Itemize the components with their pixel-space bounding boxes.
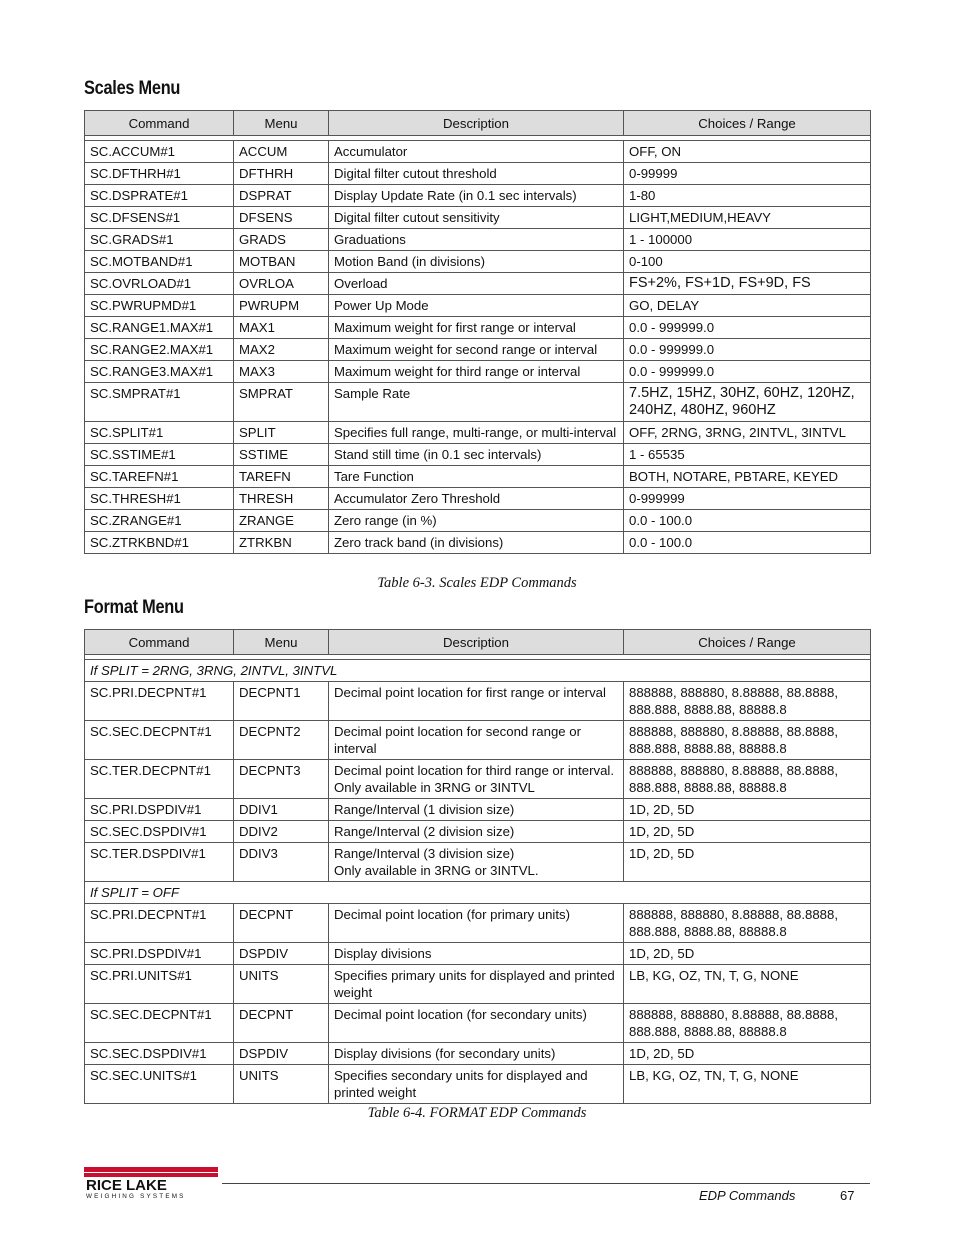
command-cell: SC.PRI.DECPNT#1 xyxy=(85,904,234,943)
choices-cell: GO, DELAY xyxy=(624,295,871,317)
command-cell: SC.PWRUPMD#1 xyxy=(85,295,234,317)
menu-cell: GRADS xyxy=(234,229,329,251)
description-cell: Decimal point location for third range or interval. Only available in 3RNG or 3INTVL xyxy=(329,760,624,799)
menu-cell: MOTBAN xyxy=(234,251,329,273)
command-cell: SC.TER.DSPDIV#1 xyxy=(85,843,234,882)
command-cell: SC.SEC.DSPDIV#1 xyxy=(85,821,234,843)
choices-cell: 888888, 888880, 8.88888, 88.8888, 888.888, 8888.88, 88888.8 xyxy=(624,721,871,760)
choices-cell: 0-99999 xyxy=(624,163,871,185)
command-cell: SC.DFSENS#1 xyxy=(85,207,234,229)
table-row xyxy=(85,185,871,207)
table-row xyxy=(85,510,871,532)
description-cell: Decimal point location (for secondary units) xyxy=(329,1004,624,1043)
choices-cell: 1D, 2D, 5D xyxy=(624,821,871,843)
choices-cell: 888888, 888880, 8.88888, 88.8888, 888.888, 8888.88, 88888.8 xyxy=(624,682,871,721)
column-header: Choices / Range xyxy=(624,630,871,655)
logo-text: RICE LAKE xyxy=(86,1177,167,1194)
description-cell: Sample Rate xyxy=(329,383,624,422)
menu-cell: ZRANGE xyxy=(234,510,329,532)
table-row xyxy=(85,488,871,510)
table-row xyxy=(85,163,871,185)
menu-cell: DFSENS xyxy=(234,207,329,229)
description-cell: Overload xyxy=(329,273,624,295)
rice-lake-logo xyxy=(84,1167,218,1201)
command-cell: SC.SEC.DECPNT#1 xyxy=(85,721,234,760)
command-cell: SC.PRI.DECPNT#1 xyxy=(85,682,234,721)
rice-lake-logo-icon xyxy=(84,1167,218,1201)
choices-cell: 0-999999 xyxy=(624,488,871,510)
column-header: Description xyxy=(329,630,624,655)
description-cell: Decimal point location for first range or interval xyxy=(329,682,624,721)
description-cell: Stand still time (in 0.1 sec intervals) xyxy=(329,444,624,466)
description-cell: Decimal point location for second range or interval xyxy=(329,721,624,760)
menu-cell: DECPNT3 xyxy=(234,760,329,799)
description-cell: Digital filter cutout sensitivity xyxy=(329,207,624,229)
description-cell: Specifies secondary units for displayed and printed weight xyxy=(329,1065,624,1104)
menu-cell: DECPNT xyxy=(234,904,329,943)
table-row xyxy=(85,1065,871,1104)
section-label: If SPLIT = OFF xyxy=(85,882,871,904)
format-edp-table xyxy=(84,629,871,1104)
description-cell: Specifies full range, multi-range, or multi-interval xyxy=(329,422,624,444)
menu-cell: DECPNT2 xyxy=(234,721,329,760)
table-header-row xyxy=(85,630,871,655)
choices-cell: 1 - 100000 xyxy=(624,229,871,251)
scales-edp-table xyxy=(84,110,871,554)
choices-cell: 0.0 - 100.0 xyxy=(624,510,871,532)
column-header: Choices / Range xyxy=(624,111,871,136)
description-cell: Display divisions (for secondary units) xyxy=(329,1043,624,1065)
section-row xyxy=(85,882,871,904)
scales-menu-heading: Scales Menu xyxy=(84,78,181,99)
column-header: Description xyxy=(329,111,624,136)
menu-cell: DSPDIV xyxy=(234,1043,329,1065)
command-cell: SC.PRI.UNITS#1 xyxy=(85,965,234,1004)
table-row xyxy=(85,141,871,163)
command-cell: SC.PRI.DSPDIV#1 xyxy=(85,943,234,965)
choices-cell: 1D, 2D, 5D xyxy=(624,843,871,882)
menu-cell: SPLIT xyxy=(234,422,329,444)
table-row xyxy=(85,843,871,882)
table-row xyxy=(85,466,871,488)
command-cell: SC.THRESH#1 xyxy=(85,488,234,510)
description-cell: Display divisions xyxy=(329,943,624,965)
table-row xyxy=(85,1004,871,1043)
table-row xyxy=(85,1043,871,1065)
table-row xyxy=(85,317,871,339)
choices-cell: 7.5HZ, 15HZ, 30HZ, 60HZ, 120HZ, 240HZ, 480HZ, 960HZ xyxy=(624,383,871,422)
choices-cell: 0.0 - 999999.0 xyxy=(624,339,871,361)
table-row xyxy=(85,422,871,444)
description-cell: Range/Interval (2 division size) xyxy=(329,821,624,843)
description-cell: Digital filter cutout threshold xyxy=(329,163,624,185)
command-cell: SC.TER.DECPNT#1 xyxy=(85,760,234,799)
command-cell: SC.SEC.UNITS#1 xyxy=(85,1065,234,1104)
choices-cell: 888888, 888880, 8.88888, 88.8888, 888.888, 8888.88, 88888.8 xyxy=(624,904,871,943)
format-menu-heading: Format Menu xyxy=(84,597,184,618)
choices-cell: 888888, 888880, 8.88888, 88.8888, 888.888, 8888.88, 88888.8 xyxy=(624,1004,871,1043)
command-cell: SC.MOTBAND#1 xyxy=(85,251,234,273)
menu-cell: SSTIME xyxy=(234,444,329,466)
table-row xyxy=(85,904,871,943)
table-caption: Table 6-4. FORMAT EDP Commands xyxy=(367,1105,587,1121)
table-row xyxy=(85,821,871,843)
menu-cell: SMPRAT xyxy=(234,383,329,422)
choices-cell: LB, KG, OZ, TN, T, G, NONE xyxy=(624,965,871,1004)
table-row xyxy=(85,965,871,1004)
choices-cell: 1D, 2D, 5D xyxy=(624,943,871,965)
menu-cell: DDIV3 xyxy=(234,843,329,882)
menu-cell: ZTRKBN xyxy=(234,532,329,554)
description-cell: Tare Function xyxy=(329,466,624,488)
menu-cell: OVRLOA xyxy=(234,273,329,295)
choices-cell: OFF, 2RNG, 3RNG, 2INTVL, 3INTVL xyxy=(624,422,871,444)
column-header: Command xyxy=(85,630,234,655)
table-row xyxy=(85,760,871,799)
command-cell: SC.RANGE1.MAX#1 xyxy=(85,317,234,339)
table-row xyxy=(85,682,871,721)
command-cell: SC.SPLIT#1 xyxy=(85,422,234,444)
menu-cell: ACCUM xyxy=(234,141,329,163)
choices-cell: LB, KG, OZ, TN, T, G, NONE xyxy=(624,1065,871,1104)
choices-cell: 0.0 - 999999.0 xyxy=(624,361,871,383)
footer-section-name: EDP Commands xyxy=(699,1188,796,1203)
command-cell: SC.RANGE2.MAX#1 xyxy=(85,339,234,361)
menu-cell: DECPNT xyxy=(234,1004,329,1043)
command-cell: SC.PRI.DSPDIV#1 xyxy=(85,799,234,821)
choices-cell: 0.0 - 999999.0 xyxy=(624,317,871,339)
description-cell: Power Up Mode xyxy=(329,295,624,317)
menu-cell: DECPNT1 xyxy=(234,682,329,721)
description-cell: Zero range (in %) xyxy=(329,510,624,532)
section-row xyxy=(85,660,871,682)
page-number: 67 xyxy=(840,1188,855,1203)
description-cell: Decimal point location (for primary units) xyxy=(329,904,624,943)
menu-cell: PWRUPM xyxy=(234,295,329,317)
choices-cell: BOTH, NOTARE, PBTARE, KEYED xyxy=(624,466,871,488)
table-row xyxy=(85,229,871,251)
table-caption: Table 6-3. Scales EDP Commands xyxy=(377,575,577,591)
column-header: Command xyxy=(85,111,234,136)
description-cell: Graduations xyxy=(329,229,624,251)
table-row xyxy=(85,799,871,821)
choices-cell: OFF, ON xyxy=(624,141,871,163)
command-cell: SC.SMPRAT#1 xyxy=(85,383,234,422)
logo-subtext: WEIGHING SYSTEMS xyxy=(86,1193,186,1200)
table-row xyxy=(85,251,871,273)
command-cell: SC.DSPRATE#1 xyxy=(85,185,234,207)
menu-cell: UNITS xyxy=(234,1065,329,1104)
description-cell: Zero track band (in divisions) xyxy=(329,532,624,554)
description-cell: Maximum weight for first range or interval xyxy=(329,317,624,339)
description-cell: Specifies primary units for displayed and printed weight xyxy=(329,965,624,1004)
choices-cell: 0.0 - 100.0 xyxy=(624,532,871,554)
choices-cell: 1D, 2D, 5D xyxy=(624,799,871,821)
table-row xyxy=(85,532,871,554)
description-cell: Maximum weight for second range or interval xyxy=(329,339,624,361)
choices-cell: 1 - 65535 xyxy=(624,444,871,466)
choices-cell: 1D, 2D, 5D xyxy=(624,1043,871,1065)
choices-cell: 888888, 888880, 8.88888, 88.8888, 888.888, 8888.88, 88888.8 xyxy=(624,760,871,799)
choices-cell: LIGHT,MEDIUM,HEAVY xyxy=(624,207,871,229)
description-cell: Accumulator Zero Threshold xyxy=(329,488,624,510)
table-row xyxy=(85,444,871,466)
command-cell: SC.ACCUM#1 xyxy=(85,141,234,163)
table-row xyxy=(85,339,871,361)
description-cell: Accumulator xyxy=(329,141,624,163)
command-cell: SC.SEC.DSPDIV#1 xyxy=(85,1043,234,1065)
table-row xyxy=(85,943,871,965)
menu-cell: MAX1 xyxy=(234,317,329,339)
choices-cell: 0-100 xyxy=(624,251,871,273)
command-cell: SC.ZTRKBND#1 xyxy=(85,532,234,554)
table-row xyxy=(85,273,871,295)
table-row xyxy=(85,383,871,422)
command-cell: SC.RANGE3.MAX#1 xyxy=(85,361,234,383)
command-cell: SC.ZRANGE#1 xyxy=(85,510,234,532)
menu-cell: MAX2 xyxy=(234,339,329,361)
table-row xyxy=(85,207,871,229)
description-cell: Range/Interval (1 division size) xyxy=(329,799,624,821)
menu-cell: TAREFN xyxy=(234,466,329,488)
table-row xyxy=(85,295,871,317)
description-cell: Motion Band (in divisions) xyxy=(329,251,624,273)
command-cell: SC.SSTIME#1 xyxy=(85,444,234,466)
column-header: Menu xyxy=(234,111,329,136)
command-cell: SC.SEC.DECPNT#1 xyxy=(85,1004,234,1043)
table-row xyxy=(85,721,871,760)
menu-cell: THRESH xyxy=(234,488,329,510)
command-cell: SC.TAREFN#1 xyxy=(85,466,234,488)
table-row xyxy=(85,361,871,383)
menu-cell: DSPRAT xyxy=(234,185,329,207)
section-label: If SPLIT = 2RNG, 3RNG, 2INTVL, 3INTVL xyxy=(85,660,871,682)
menu-cell: DDIV1 xyxy=(234,799,329,821)
column-header: Menu xyxy=(234,630,329,655)
table-header-row xyxy=(85,111,871,136)
choices-cell: FS+2%, FS+1D, FS+9D, FS xyxy=(624,273,871,295)
choices-cell: 1-80 xyxy=(624,185,871,207)
command-cell: SC.DFTHRH#1 xyxy=(85,163,234,185)
menu-cell: DDIV2 xyxy=(234,821,329,843)
command-cell: SC.OVRLOAD#1 xyxy=(85,273,234,295)
menu-cell: UNITS xyxy=(234,965,329,1004)
menu-cell: DFTHRH xyxy=(234,163,329,185)
description-cell: Range/Interval (3 division size) Only available in 3RNG or 3INTVL. xyxy=(329,843,624,882)
footer-rule xyxy=(222,1183,870,1184)
description-cell: Maximum weight for third range or interval xyxy=(329,361,624,383)
menu-cell: MAX3 xyxy=(234,361,329,383)
menu-cell: DSPDIV xyxy=(234,943,329,965)
description-cell: Display Update Rate (in 0.1 sec intervals) xyxy=(329,185,624,207)
command-cell: SC.GRADS#1 xyxy=(85,229,234,251)
